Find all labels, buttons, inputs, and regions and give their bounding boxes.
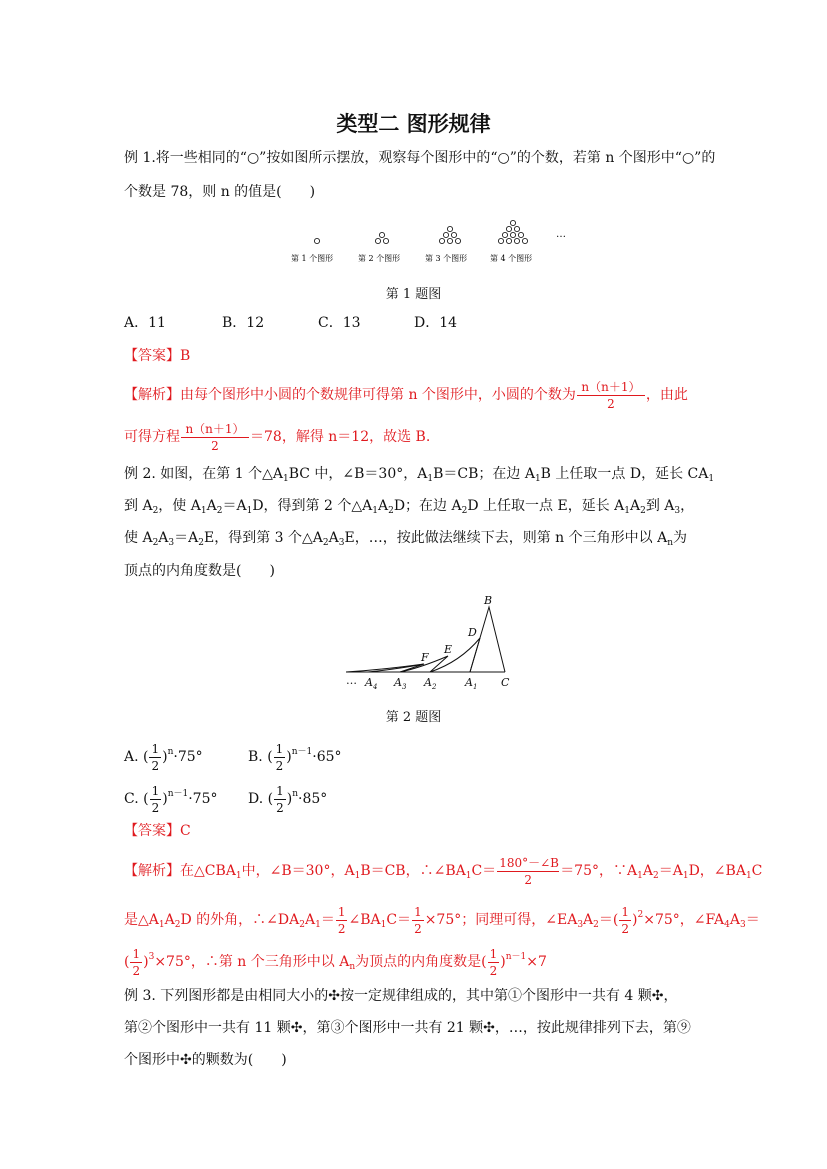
ex1-analysis-line2: 可得方程 $\frac{n(n+1)}{2}$ ＝78，解得 n＝12，故选 B. [124, 421, 431, 453]
ex1-analysis-line1 [124, 376, 688, 414]
ex2-answer: 【答案】C [124, 823, 191, 839]
label-dots: … [346, 674, 357, 687]
ex1-analysis-tag: 【解析】 [124, 387, 180, 403]
ex3-question-line2: 第②个图形中一共有 11 颗✣，第③个图形中一共有 21 颗✣，…，按此规律排列下去，第⑨ [124, 1020, 691, 1036]
ex1-answer: 【答案】B [124, 348, 191, 364]
ex3-question-line3: 个图形中✣的颗数为( ) [124, 1052, 287, 1068]
ex2-analysis-line2: 是$\triangle A_1A_2D$ 的外角，$\therefore\angle DA_2A_1=$ $\frac{1}{2}$ $\angle BA_1C=$ $\frac{1}{2}$ ×75°；同理可得，$\angle EA_3A_2=$( $\frac{1}{2}$ )$^2$×75°，$\angle FA_4A_3=$ [124, 904, 760, 936]
ex1-analysis-text-a: 由每个图形中小圆的个数规律可得第 n 个图形中，小圆的个数为 [180, 387, 576, 403]
ex2-option-a: A. ( $\frac{1}{2}$ )$^n$·75° [124, 741, 203, 773]
ex2-question-line2: 到 $A_2$，使 $A_1A_2=A_1D$，得到第 2 个$\triangle A_1A_2D$；在边 $A_2D$ 上任取一点 E，延长 $A_1A_2$到 $A_3$， [124, 498, 695, 516]
page-title: 类型二 图形规律 [336, 112, 491, 136]
circle-mark [314, 238, 319, 243]
ex1-figure-label-1: 第 1 个图形 [291, 254, 334, 263]
label-A2: $A_2$ [424, 676, 437, 691]
label-A4: $A_4$ [365, 676, 378, 691]
ex1-figure-label-4: 第 4 个图形 [490, 254, 533, 263]
ex1-figure [280, 212, 570, 268]
triangle-2 [430, 638, 480, 672]
triangle-1 [470, 607, 505, 672]
label-F: F [421, 651, 429, 664]
ex1-figure-ellipsis: … [556, 229, 566, 240]
ex1-fraction: $\frac{n(n+1)}{2}$ [577, 381, 645, 410]
label-A3: $A_3$ [394, 676, 407, 691]
ex2-figure-caption: 第 2 题图 [385, 710, 442, 725]
ex2-triangle-figure [340, 592, 530, 692]
ex2-question-line4: 顶点的内角度数是( ) [124, 563, 275, 579]
ex1-option-b: B．12 [222, 315, 265, 331]
label-E: E [444, 643, 453, 656]
ex2-fraction-180: $\frac{180^\circ-\angle B}{2}$ [499, 855, 559, 887]
ex1-option-a: A．11 [124, 315, 166, 331]
label-C: C [501, 676, 510, 689]
label-A1: $A_1$ [465, 676, 478, 691]
label-D: D [468, 626, 477, 639]
ex3-question-line1: 例 3. 下列图形都是由相同大小的✣按一定规律组成的，其中第①个图形中一共有 4 颗✣， [124, 988, 678, 1004]
ex1-question-line1: 例 1.将一些相同的“○”按如图所示摆放，观察每个图形中的“○”的个数，若第 n 个图形中“○”的 [124, 150, 716, 166]
ex1-figure-caption: 第 1 题图 [385, 287, 442, 302]
ex1-option-d: D．14 [414, 315, 458, 331]
ex2-question-line1: 例 2. 如图，在第 1 个$\triangle A_1BC$ 中，∠B＝30°，$A_1B=CB$；在边 $A_1B$ 上任取一点 D，延长 $CA_1$ [124, 466, 715, 484]
ex1-fraction-2: $\frac{n(n+1)}{2}$ [181, 423, 249, 452]
label-B: B [484, 594, 493, 607]
ex1-figure-label-3: 第 3 个图形 [425, 254, 468, 263]
ex2-option-b: B. ( $\frac{1}{2}$ )$^{n-1}$·65° [248, 741, 342, 773]
ex2-question-line3: 使 $A_2A_3=A_2E$，得到第 3 个$\triangle A_2A_3E$，…，按此做法继续下去，则第 n 个三角形中以 $A_n$为 [124, 530, 688, 548]
ex2-analysis-line1: 【解析】在$\triangle CBA_1$中，∠B＝30°，$A_1B=CB$，$\therefore\angle BA_1C=$ $\frac{180^\circ-\angle B}{2}$ ＝75°，$\because A_1A_2=A_1D$，$\angle BA_1C$ [124, 855, 763, 887]
ex2-option-c: C. ( $\frac{1}{2}$ )$^{n-1}$·75° [124, 783, 218, 815]
ex1-option-c: C．13 [318, 315, 361, 331]
ex2-option-d: D. ( $\frac{1}{2}$ )$^n$·85° [248, 783, 328, 815]
ex1-analysis-text-b: ，由此 [645, 387, 688, 403]
ex1-question-line2: 个数是 78，则 n 的值是( ) [124, 184, 316, 200]
ex1-figure-label-2: 第 2 个图形 [358, 254, 401, 263]
ex2-analysis-line3: ( $\frac{1}{2}$ )$^3$×75°，∴第 n 个三角形中以 $A_n$为顶点的内角度数是( $\frac{1}{2}$ )$^{n-1}$×7 [124, 946, 547, 978]
